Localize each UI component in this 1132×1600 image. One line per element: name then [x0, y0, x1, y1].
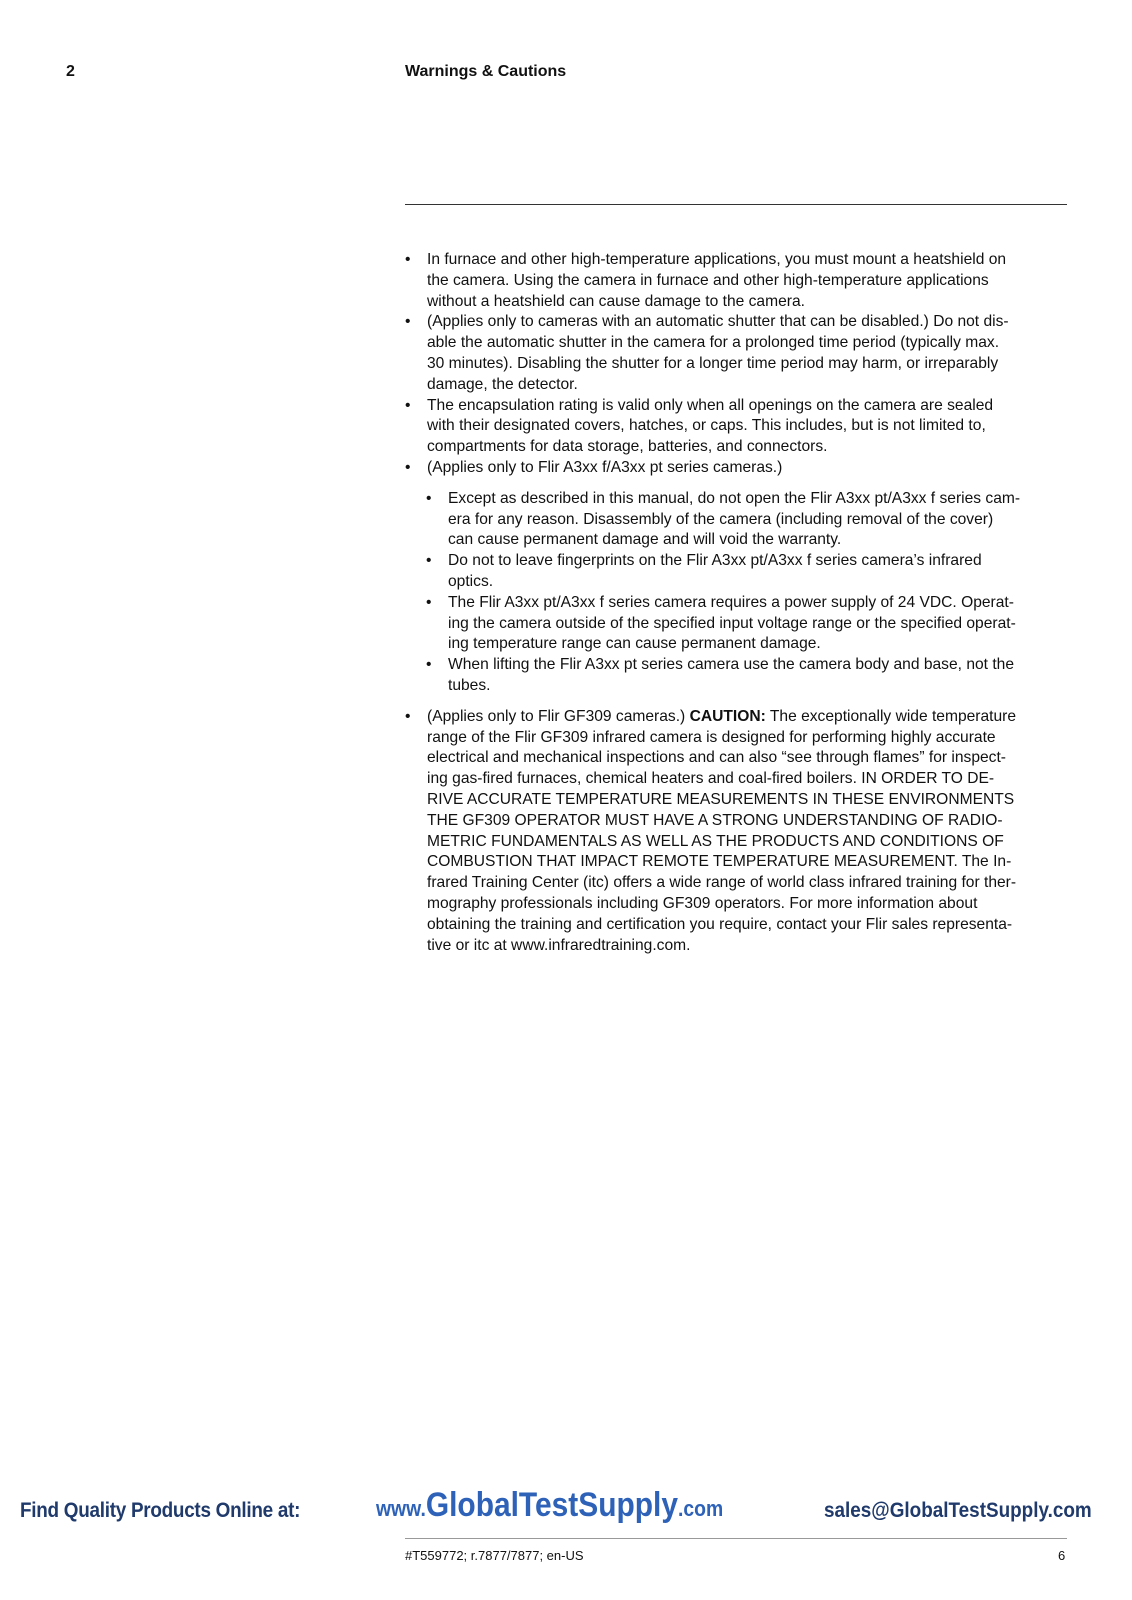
footer-divider	[405, 1538, 1067, 1539]
text-line: ing temperature range can cause permanent damage.	[448, 635, 821, 653]
text-line: • The encapsulation rating is valid only when all openings on the camera are sealed	[427, 396, 994, 414]
list-item	[405, 250, 1067, 312]
text-line: ing the camera outside of the specified input voltage range or the specified operat-	[448, 614, 1016, 632]
text-line: the camera. Using the camera in furnace and other high-temperature applications	[427, 271, 989, 289]
text-line: • (Applies only to cameras with an automatic shutter that can be disabled.) Do not dis-	[427, 313, 1009, 331]
sub-list-item	[426, 655, 1067, 697]
document-reference: #T559772; r.7877/7877; en-US	[405, 1548, 584, 1563]
list-item	[405, 312, 1067, 395]
page-number: 2	[66, 63, 75, 80]
sub-list-item	[426, 551, 1067, 593]
text-line: obtaining the training and certification you require, contact your Flir sales representa-	[427, 915, 1013, 933]
text-line: • In furnace and other high-temperature applications, you must mount a heatshield on	[427, 251, 1007, 268]
text-line: COMBUSTION THAT IMPACT REMOTE TEMPERATURE MEASUREMENT. The In-	[427, 853, 1012, 871]
text-line: frared Training Center (itc) offers a wide range of world class infrared training for ther-	[427, 874, 1017, 892]
text-line: METRIC FUNDAMENTALS AS WELL AS THE PRODUCTS AND CONDITIONS OF	[427, 832, 1004, 850]
text-line: compartments for data storage, batteries, and connectors.	[427, 438, 828, 456]
text-line: THE GF309 OPERATOR MUST HAVE A STRONG UNDERSTANDING OF RADIO-	[427, 811, 1003, 829]
footer-page-number: 6	[1058, 1548, 1066, 1563]
sub-warnings-list	[405, 489, 1067, 697]
caution-label: CAUTION:	[689, 707, 766, 725]
text-line	[427, 707, 1067, 728]
text-line: without a heatshield can cause damage to the camera.	[427, 292, 805, 310]
url-suffix: .com	[677, 1496, 724, 1521]
text-line: with their designated covers, hatches, or caps. This includes, but is not limited to,	[427, 417, 986, 435]
text-line: range of the Flir GF309 infrared camera is designed for performing highly accurate	[427, 728, 996, 746]
banner-tagline: Find Quality Products Online at:	[20, 1499, 301, 1522]
section-title: Warnings & Cautions	[405, 63, 567, 80]
text-line: able the automatic shutter in the camera for a prolonged time period (typically max.	[427, 334, 1000, 352]
list-item	[405, 458, 1067, 479]
warnings-body	[405, 250, 1067, 956]
warnings-list	[405, 250, 1067, 479]
gf309-first-line: The exceptionally wide temperature	[765, 707, 1017, 725]
url-prefix: www.	[376, 1496, 426, 1521]
text-line: • Except as described in this manual, do not open the Flir A3xx pt/A3xx f series cam-	[448, 489, 1021, 507]
text-line: tubes.	[448, 676, 491, 694]
text-line: ing gas-fired furnaces, chemical heaters and coal-fired boilers. IN ORDER TO DE-	[427, 770, 995, 788]
text-line: can cause permanent damage and will void the warranty.	[448, 531, 842, 549]
list-item	[405, 707, 1067, 957]
text-line: damage, the detector.	[427, 375, 578, 393]
header-divider	[405, 204, 1067, 205]
text-line: era for any reason. Disassembly of the camera (including removal of the cover)	[448, 510, 994, 528]
vendor-banner	[0, 1486, 1132, 1534]
text-line: RIVE ACCURATE TEMPERATURE MEASUREMENTS IN THESE ENVIRONMENTS	[427, 790, 1015, 808]
text-line: electrical and mechanical inspections and can also “see through flames” for inspect-	[427, 749, 1007, 767]
text-line: • When lifting the Flir A3xx pt series camera use the camera body and base, not the	[448, 656, 1015, 674]
gf309-list	[405, 707, 1067, 957]
text-line: 30 minutes). Disabling the shutter for a longer time period may harm, or irreparably	[427, 354, 999, 372]
url-main: GlobalTestSupply	[425, 1486, 678, 1524]
text-line: tive or itc at www.infraredtraining.com.	[427, 936, 691, 954]
sub-list-item	[426, 489, 1067, 551]
vendor-email-link[interactable]: sales@GlobalTestSupply.com	[824, 1499, 1092, 1522]
text-line: • Do not to leave fingerprints on the Flir A3xx pt/A3xx f series camera’s infrared	[448, 552, 982, 570]
vendor-website-link[interactable]	[376, 1486, 723, 1525]
list-item	[405, 396, 1067, 458]
gf309-prefix: (Applies only to Flir GF309 cameras.)	[427, 707, 690, 725]
text-line: mography professionals including GF309 operators. For more information about	[427, 894, 978, 912]
text-line: • (Applies only to Flir A3xx f/A3xx pt series cameras.)	[427, 458, 783, 476]
sub-list-item	[426, 593, 1067, 655]
text-line: • The Flir A3xx pt/A3xx f series camera requires a power supply of 24 VDC. Operat-	[448, 593, 1014, 611]
text-line: optics.	[448, 572, 494, 590]
